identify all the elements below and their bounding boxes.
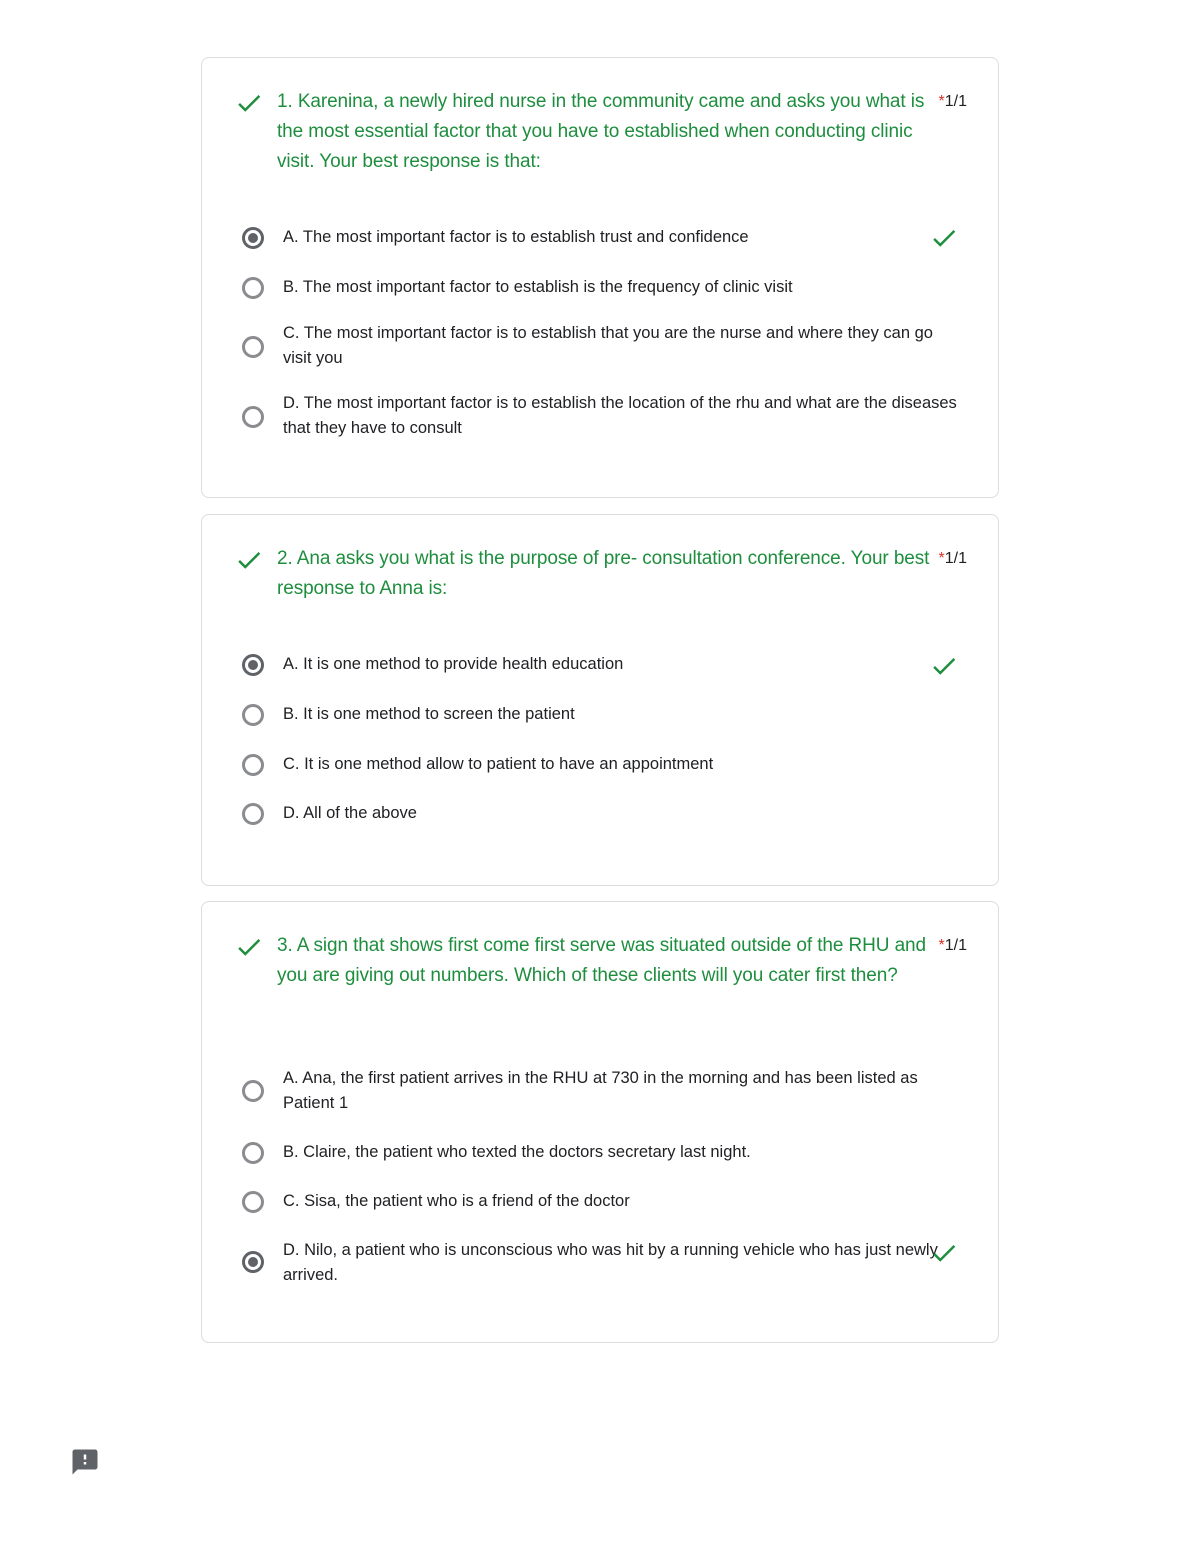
option-label: A. It is one method to provide health education [283,655,624,673]
question-title: 2. Ana asks you what is the purpose of pre- consultation conference. Your best response to Anna is: [277,548,930,599]
question-score: *1/1 [938,937,967,954]
correct-check-icon [929,1238,959,1268]
correct-check-icon [234,932,264,962]
option-label: A. The most important factor is to establish trust and confidence [283,228,749,246]
radio-button[interactable] [242,803,264,825]
option-label: B. The most important factor to establish is the frequency of clinic visit [283,278,793,296]
correct-check-icon [234,88,264,118]
option-label: A. Ana, the first patient arrives in the RHU at 730 in the morning and has been listed as Patient 1 [283,1069,918,1112]
question-card-1 [201,57,999,498]
radio-button[interactable] [242,1191,264,1213]
radio-button[interactable] [242,1080,264,1102]
question-card-3 [201,901,999,1343]
radio-button[interactable] [242,406,264,428]
radio-button[interactable] [242,754,264,776]
correct-check-icon [234,545,264,575]
radio-button[interactable] [242,277,264,299]
option-label: C. It is one method allow to patient to have an appointment [283,755,714,773]
radio-button-selected[interactable] [242,227,264,249]
radio-button[interactable] [242,336,264,358]
report-feedback-icon[interactable] [70,1447,100,1477]
option-label: B. It is one method to screen the patient [283,705,575,723]
correct-check-icon [929,223,959,253]
option-label: B. Claire, the patient who texted the doctors secretary last night. [283,1143,751,1161]
option-label: C. Sisa, the patient who is a friend of the doctor [283,1192,630,1210]
question-score: *1/1 [938,93,967,110]
radio-button-selected[interactable] [242,1251,264,1273]
radio-button[interactable] [242,1142,264,1164]
question-card-2 [201,514,999,886]
option-label: D. All of the above [283,804,417,822]
radio-button-selected[interactable] [242,654,264,676]
question-title: 1. Karenina, a newly hired nurse in the community came and asks you what is the most essential factor that you have to established when conducting clinic visit. Your best response is that: [277,91,925,172]
option-label: D. The most important factor is to establish the location of the rhu and what are the diseases that they have to consult [283,394,957,437]
option-label: C. The most important factor is to establish that you are the nurse and where they can go visit you [283,324,933,367]
correct-check-icon [929,651,959,681]
radio-button[interactable] [242,704,264,726]
option-label: D. Nilo, a patient who is unconscious who was hit by a running vehicle who has just newly arrived. [283,1241,938,1284]
question-score: *1/1 [938,550,967,567]
question-title: 3. A sign that shows first come first serve was situated outside of the RHU and you are giving out numbers. Which of these clients will you cater first then? [277,935,926,986]
